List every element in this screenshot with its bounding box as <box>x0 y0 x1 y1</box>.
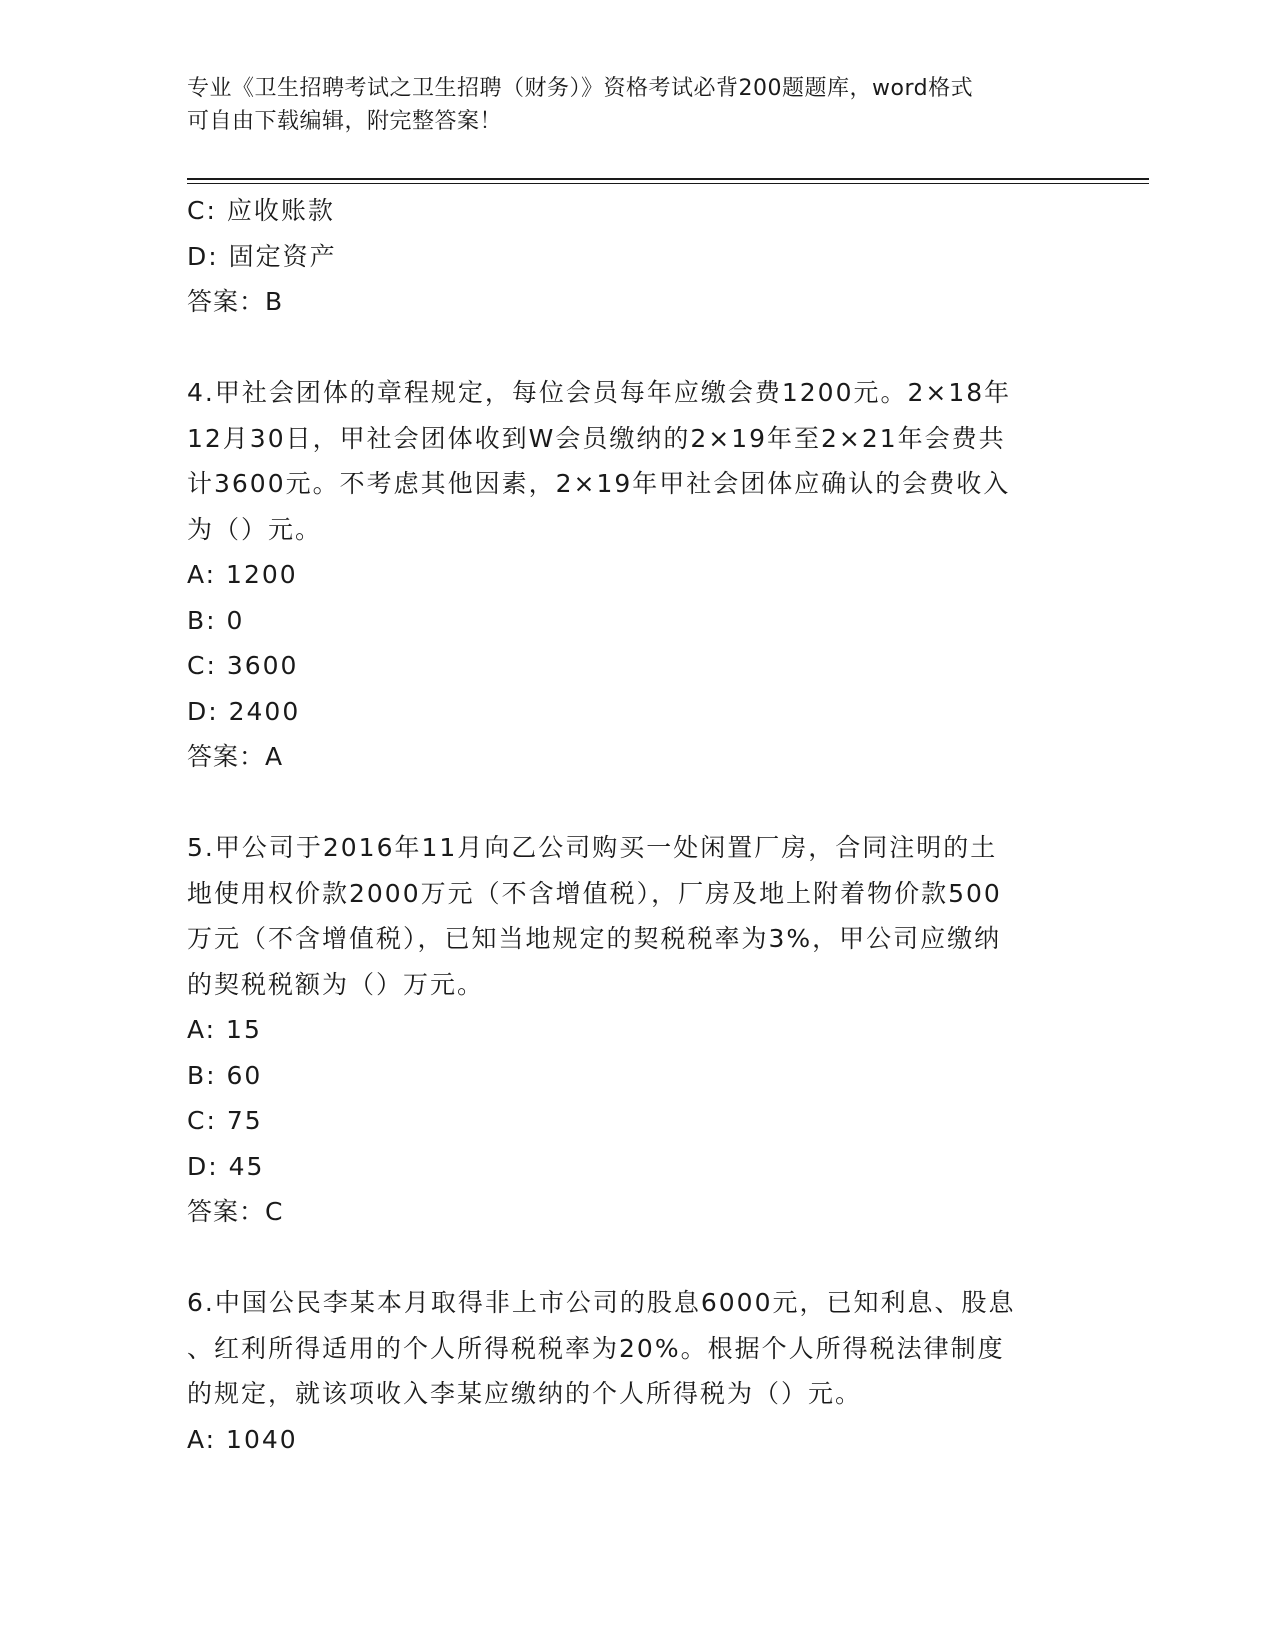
question-3-tail <box>187 188 1087 325</box>
spacer <box>187 1235 1087 1281</box>
option-c: C: 75 <box>187 1106 263 1135</box>
option-d: D: 2400 <box>187 696 301 726</box>
answer-line: 答案：B <box>187 287 284 316</box>
page-header <box>187 72 1087 138</box>
option-a: A: 15 <box>187 1015 262 1044</box>
spacer <box>187 780 1087 826</box>
question-text-line: 为（）元。 <box>187 514 323 544</box>
question-text-line: 、红利所得适用的个人所得税税率为20%。根据个人所得税法律制度 <box>187 1333 1005 1363</box>
question-text-line: 6.中国公民李某本月取得非上市公司的股息6000元，已知利息、股息 <box>187 1288 1016 1317</box>
question-6 <box>187 1280 1087 1462</box>
option-b: B: 0 <box>187 605 245 635</box>
header-title-line-1: 专业《卫生招聘考试之卫生招聘（财务）》资格考试必背200题题库，word格式 <box>187 76 974 101</box>
header-divider-thin <box>187 183 1149 184</box>
header-title-line-2: 可自由下载编辑，附完整答案！ <box>187 109 503 134</box>
question-text-line: 计3600元。不考虑其他因素，2×19年甲社会团体应确认的会费收入 <box>187 469 1011 498</box>
option-c: C: 应收账款 <box>187 196 335 225</box>
header-divider-thick <box>187 178 1149 180</box>
option-b: B: 60 <box>187 1060 263 1090</box>
question-text-line: 地使用权价款2000万元（不含增值税），厂房及地上附着物价款500 <box>187 878 1002 908</box>
option-a: A: 1200 <box>187 560 298 589</box>
question-text-line: 的契税税额为（）万元。 <box>187 969 485 999</box>
option-c: C: 3600 <box>187 651 299 680</box>
question-4 <box>187 370 1087 780</box>
spacer <box>187 325 1087 371</box>
answer-line: 答案：C <box>187 1197 284 1226</box>
question-text-line: 12月30日，甲社会团体收到W会员缴纳的2×19年至2×21年会费共 <box>187 423 1006 453</box>
option-d: D: 45 <box>187 1151 265 1181</box>
question-text-line: 4.甲社会团体的章程规定，每位会员每年应缴会费1200元。2×18年 <box>187 378 1012 407</box>
question-content <box>187 188 1087 1462</box>
question-text-line: 5.甲公司于2016年11月向乙公司购买一处闲置厂房，合同注明的土 <box>187 833 998 862</box>
option-d: D: 固定资产 <box>187 241 337 271</box>
question-text-line: 万元（不含增值税），已知当地规定的契税税率为3%，甲公司应缴纳 <box>187 924 1002 953</box>
answer-line: 答案：A <box>187 742 284 771</box>
question-text-line: 的规定，就该项收入李某应缴纳的个人所得税为（）元。 <box>187 1379 863 1408</box>
option-a: A: 1040 <box>187 1424 298 1454</box>
question-5 <box>187 825 1087 1235</box>
